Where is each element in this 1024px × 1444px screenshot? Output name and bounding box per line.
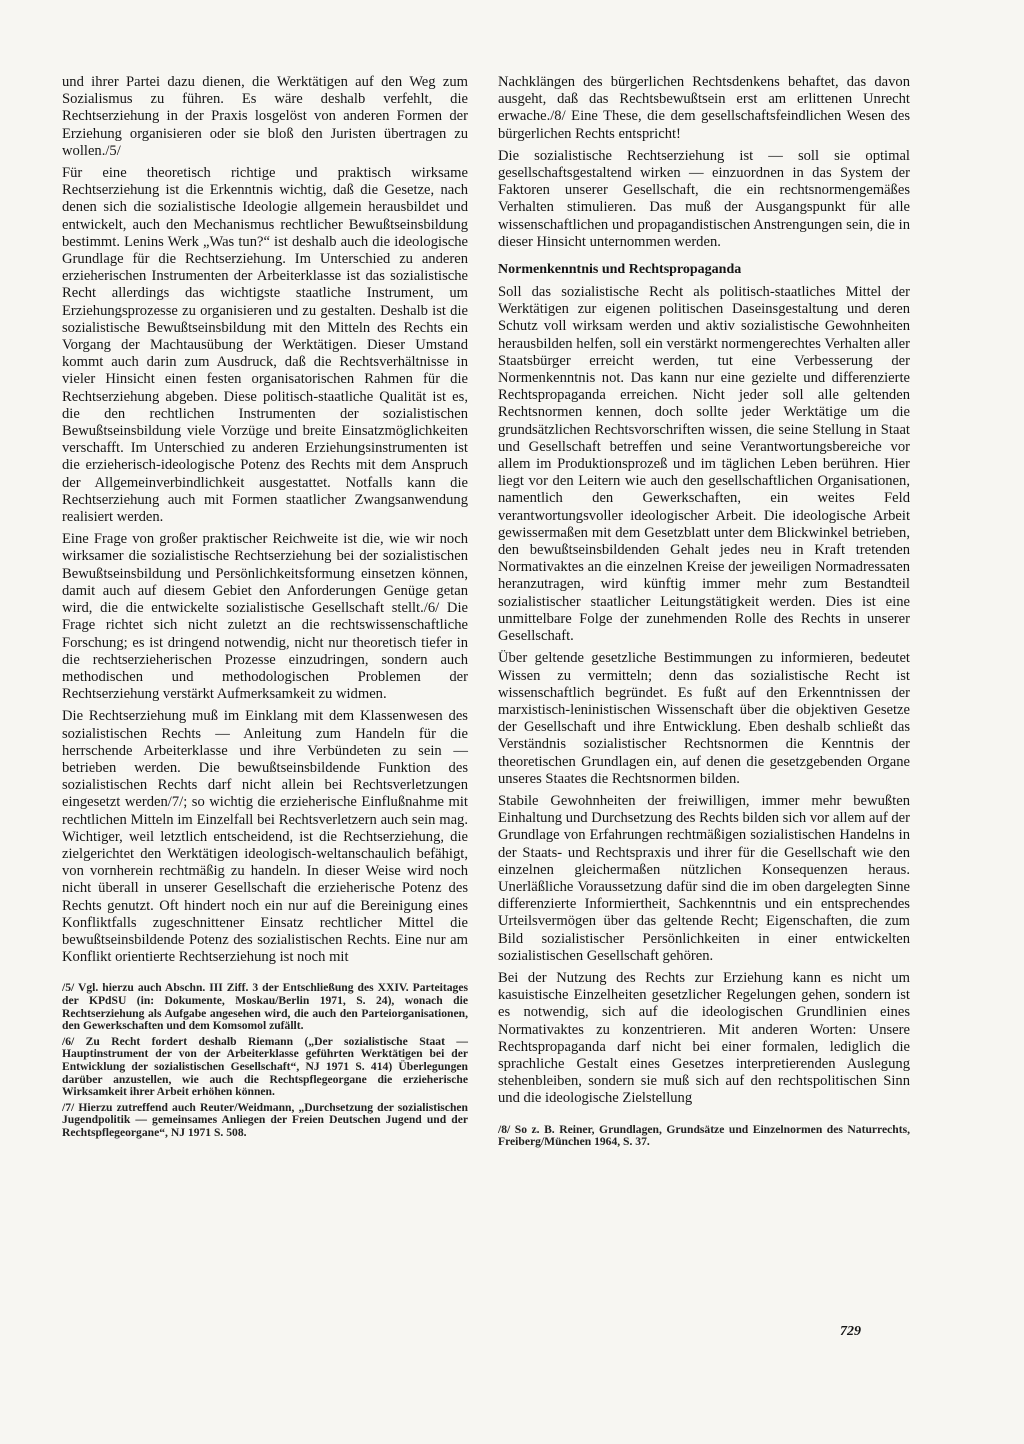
paragraph: Soll das sozialistische Recht als politisch-staatliches Mittel der Werktätigen zur eigenen politischen Daseinsgestaltung und deren Schutz voll wirksam werden und aktiv sozialistische Gewohnheiten herausbilden helfen, soll ein verstärkt normengerechtes Verhalten aller Staatsbürger erreicht werden, tut eine Verbesserung der Normenkenntnis not. Das kann nur eine gezielte und differenzierte Rechtspropaganda erreichen. Nicht jeder soll alle geltenden Rechtsnormen kennen, doch sollte jeder Werktätige um die grundsätzlichen Rechtsvorschriften wissen, die seine Stellung in Staat und Gesellschaft betreffen und seine Verantwortungsbereiche vor allem im Produktionsprozeß und im täglichen Leben berühren. Hier liegt vor den Leitern wie auch den gesellschaftlichen Organisationen, namentlich den Gewerkschaften, ein weites Feld verantwortungsvoller ideologischer Arbeit. Die ideologische Arbeit gewissermaßen mit dem Gesetzblatt unter dem Blickwinkel betrieben, den bewußtseinsbildenden Gehalt jedes neu in Kraft tretenden Normativaktes an die einzelnen Kreise der jeweiligen Normadressaten heranzutragen, wird künftig immer mehr zum Bestandteil sozialistischer staatlicher Leitungstätigkeit werden. Dies ist eine unmittelbare Folge der zunehmenden Rolle des Rechts in unserer Gesellschaft. xyxy=(498,284,910,645)
paragraph: Für eine theoretisch richtige und praktisch wirksame Rechtserziehung ist die Erkenntnis wichtig, daß die Gesetze, nach denen sich die sozialistische Ideologie allgemein herausbildet und entwickelt, auch den Mechanismus rechtlicher Bewußtseinsbildung bestimmt. Lenins Werk „Was tun?“ ist deshalb auch die ideologische Grundlage für die Rechtserziehung. Im Unterschied zu anderen erzieherischen Instrumenten der Arbeiterklasse ist das sozialistische Recht allerdings das wichtigste staatliche Instrument, um Erziehungsprozesse zu organisieren und zu gestalten. Deshalb ist die sozialistische Bewußtseinsbildung mit den Mitteln des Rechts ein Vorgang der Machtausübung der Werktätigen. Dieser Umstand kommt auch darin zum Ausdruck, daß die Rechtsverhältnisse in vieler Hinsicht einen festen organisatorischen Rahmen für die Rechtserziehung abgeben. Diese politisch-staatliche Qualität ist es, die den rechtlichen Instrumenten der sozialistischen Bewußtseinsbildung viele Vorzüge und breite Einsatzmöglichkeiten verschafft. Im Unterschied zu anderen Erziehungsinstrumenten ist die erzieherisch-ideologische Potenz des Rechts mit dem Anspruch der Allgemeinverbindlichkeit ausgestattet. Notfalls kann die Rechtserziehung auch mit Formen staatlicher Zwangsanwendung realisiert werden. xyxy=(62,165,468,526)
footnote: /5/ Vgl. hierzu auch Abschn. III Ziff. 3 der Entschließung des XXIV. Parteitages der KPdSU (in: Dokumente, Moskau/Berlin 1971, S. 24), wonach die Rechtserziehung als Aufgabe angesehen wird, die auch den Parteiorganisationen, den Gewerkschaften und dem Komsomol zufällt. xyxy=(62,981,468,1033)
right-column xyxy=(498,74,910,1152)
paragraph: Die sozialistische Rechtserziehung ist — soll sie optimal gesellschaftsgestaltend wirken — einzuordnen in das System der Faktoren unserer Gesellschaft, die ein rechtsnormengemäßes Verhalten stimulieren. Das muß der Ausgangspunkt für alle wissenschaftlichen und propagandistischen Anstrengungen sein, die in dieser Hinsicht unternommen werden. xyxy=(498,147,910,250)
paragraph: Bei der Nutzung des Rechts zur Erziehung kann es nicht um kasuistische Einzelheiten gesetzlicher Regelungen gehen, sondern ist es notwendig, sich auf die ideologischen Grundlinien eines Normativaktes zu konzentrieren. Mit anderen Worten: Unsere Rechtspropaganda darf nicht bei einer formalen, lediglich die sprachliche Gestalt eines Gesetzes interpretierenden Auslegung stehenbleiben, sondern sie muß sich auf den rechtspolitischen Sinn und die ideologische Zielstellung xyxy=(498,969,910,1107)
paragraph: Eine Frage von großer praktischer Reichweite ist die, wie wir noch wirksamer die sozialistische Rechtserziehung bei der sozialistischen Bewußtseinsbildung und Persönlichkeitsformung einsetzen können, damit auch auf diesem Gebiet den Anforderungen Genüge getan wird, die die entwickelte sozialistische Gesellschaft stellt./6/ Die Frage richtet sich nicht zuletzt an die rechtswissenschaftliche Forschung; es ist dringend notwendig, nicht nur theoretisch tiefer in die rechtserzieherischen Prozesse einzudringen, sondern auch methodischen und methodologischen Problemen der Rechtserziehung verstärkt Aufmerksamkeit zu widmen. xyxy=(62,531,468,703)
paragraph: Nachklängen des bürgerlichen Rechtsdenkens behaftet, das davon ausgeht, daß das Rechtsbewußtsein erst am erlittenen Unrecht erwache./8/ Eine These, die dem gesellschaftsfeindlichen Wesen des bürgerlichen Rechts entspricht! xyxy=(498,74,910,142)
paragraph: Über geltende gesetzliche Bestimmungen zu informieren, bedeutet Wissen zu vermitteln; denn das sozialistische Recht ist wissenschaftlich begründet. Es fußt auf den Erkenntnissen der marxistisch-leninistischen Wissenschaft über die objektiven Gesetze der Gesellschaft und ihre Entwicklung. Eben deshalb schließt das Verständnis sozialistischer Rechtsnormen die Kenntnis der theoretischen Grundlagen ein, auf denen die gesetzgebenden Organe unseres Staates die Rechtsnormen bilden. xyxy=(498,650,910,787)
footnotes xyxy=(62,982,468,1139)
paragraph: Die Rechtserziehung muß im Einklang mit dem Klassenwesen des sozialistischen Rechts — Anleitung zum Handeln für die herrschende Arbeiterklasse und ihre Verbündeten zu sein — betrieben werden. Die bewußtseinsbildende Funktion des sozialistischen Rechts darf nicht allein bei Rechtsverletzungen eingesetzt werden/7/; so wichtig die erzieherische Einflußnahme mit rechtlichen Mitteln im Einzelfall bei Rechtsverletzern auch sein mag. Wichtiger, weil letztlich entscheidend, ist die Rechtserziehung, die zielgerichtet den Werktätigen ideologisch-weltanschaulich befähigt, von vornherein rechtmäßig zu handeln. In dieser Weise wird noch nicht überall in unserer Gesellschaft die erzieherische Potenz des Rechts genutzt. Oft hindert noch ein nur auf die Bereinigung eines Konfliktfalls zugeschnittener Einsatz rechtlicher Mittel die bewußtseinsbildende Potenz des sozialistischen Rechts. Eine nur am Konflikt orientierte Rechtserziehung ist noch mit xyxy=(62,708,468,966)
paragraph: Stabile Gewohnheiten der freiwilligen, immer mehr bewußten Einhaltung und Durchsetzung des Rechts bilden sich vor allem auf der Grundlage von Erfahrungen rechtmäßigen sozialistischen Handelns in der Staats- und Rechtspraxis und ihrer für die Gesellschaft wie den einzelnen gleichermaßen nützlichen Konsequenzen heraus. Unerläßliche Voraussetzung dafür sind die im oben dargelegten Sinne differenzierte Informiertheit, Sachkenntnis und ein entsprechendes Urteilsvermögen über das geltende Recht; Eigenschaften, die zum Bild sozialistischer Persönlichkeiten in einer entwickelten sozialistischen Gesellschaft gehören. xyxy=(498,792,910,964)
paragraph: und ihrer Partei dazu dienen, die Werktätigen auf den Weg zum Sozialismus zu führen. Es wäre deshalb verfehlt, die Rechtserziehung in der Praxis losgelöst von anderen Formen der Erziehung organisieren oder sie bloß den Juristen übertragen zu wollen./5/ xyxy=(62,74,468,159)
footnote: /7/ Hierzu zutreffend auch Reuter/Weidmann, „Durchsetzung der sozialistischen Jugendpolitik — gemeinsames Anliegen der Freien Deutschen Jugend und der Rechtspflegeorgane“, NJ 1971 S. 508. xyxy=(62,1100,468,1139)
page-number: 729 xyxy=(840,1324,861,1339)
footnote: /6/ Zu Recht fordert deshalb Riemann („Der sozialistische Staat — Hauptinstrument der von der Arbeiterklasse geführten Werktätigen bei der Entwicklung der sozialistischen Gesellschaft“, NJ 1971 S. 414) Überlegungen darüber anzustellen, wie auch die Rechtspflegeorgane die erzieherische Wirksamkeit ihrer Arbeit erhöhen können. xyxy=(62,1034,468,1099)
footnotes xyxy=(498,1124,910,1149)
footnote: /8/ So z. B. Reiner, Grundlagen, Grundsätze und Einzelnormen des Naturrechts, Freiberg/München 1964, S. 37. xyxy=(498,1122,910,1149)
section-heading: Normenkenntnis und Rechtspropaganda xyxy=(498,262,742,278)
left-column xyxy=(62,74,468,1142)
